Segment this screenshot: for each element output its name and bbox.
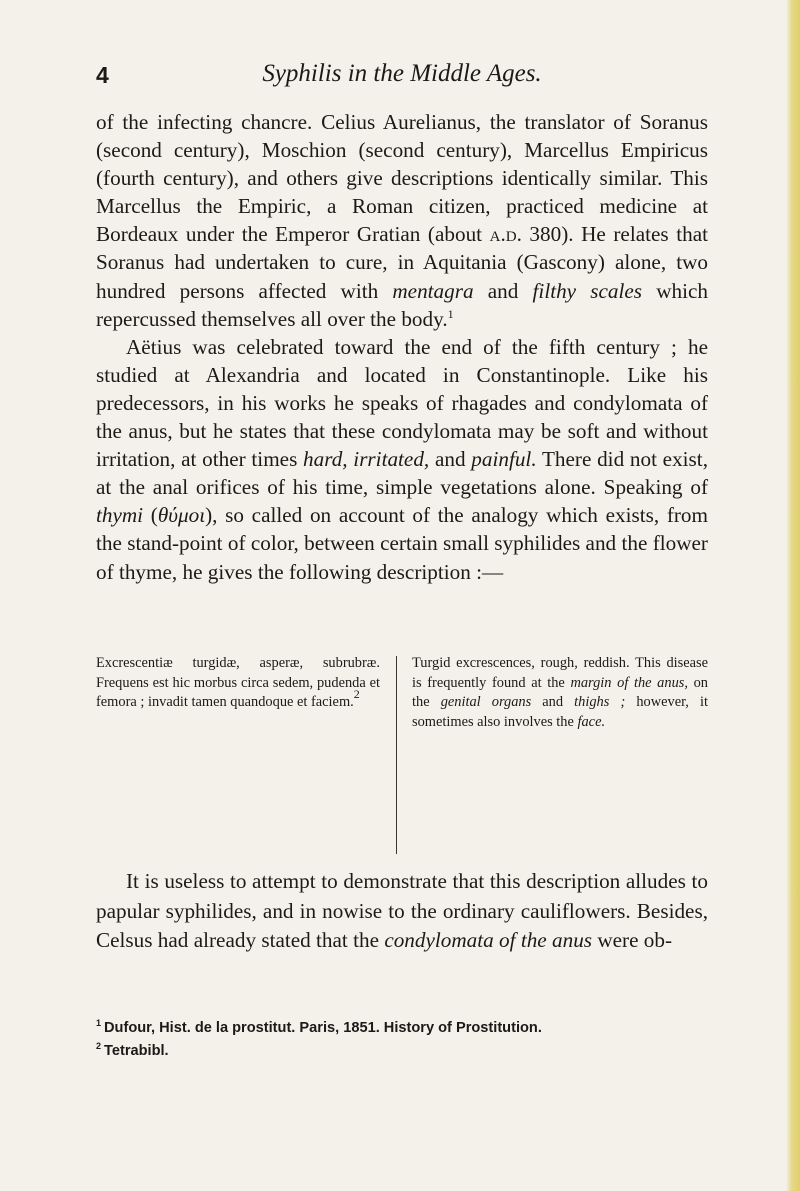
era-abbrev: a.d. — [489, 222, 522, 247]
quote-block — [96, 654, 708, 854]
quote-latin: Excrescentiæ turgidæ, asperæ, subrubræ. Frequens est hic morbus circa sedem, pudenda et femora ; invadit tamen quandoque et faciem.$^2$ — [96, 655, 380, 711]
running-title: Syphilis in the Middle Ages. — [262, 60, 542, 87]
page-edge — [786, 0, 800, 1191]
quote-english: Turgid excrescences, rough, reddish. This disease is frequently found at the margin of the anus, on the genital organs and thighs ; however, it sometimes also involves the face. — [412, 655, 708, 730]
page-header — [96, 58, 708, 92]
column-divider — [396, 656, 397, 854]
paragraph-3: It is useless to attempt to demonstrate that this description alludes to papular syphilides, and in nowise to the ordinary cauliflowers. Besides, Celsus had already stated that the condylomata of the anus were ob- — [96, 869, 708, 952]
page-number: 4 — [96, 62, 109, 88]
footnote-2: $^2$ Tetrabibl. — [96, 1040, 169, 1059]
footnote-ref: 1 — [447, 306, 454, 321]
paragraph-1: of the infecting chancre. Celius Aurelianus, the translator of Soranus (second century), Moschion (second century), Marcellus Empiricus (fourth century), and others give descriptions identically similar. This Marcellus the Empiric, a Roman citizen, practiced medicine at Bordeaux under the Emperor Gratian (about a.d. 380). He relates that Soranus had undertaken to cure, in Aquitania (Gascony) alone, two hundred persons affected with mentagra and filthy scales which repercussed themselves all over the body.$^1$ — [96, 110, 709, 331]
footnote-1: $^1$ Dufour, Hist. de la prostitut. Paris, 1851. History of Prostitution. — [96, 1018, 542, 1036]
footnote-ref: 2 — [353, 687, 360, 702]
paragraph-2: Aëtius was celebrated toward the end of the fifth century ; he studied at Alexandria and located in Constantinople. Like his predecessors, in his works he speaks of rhagades and condylomata of the anus, but he states that these condylomata may be soft and without irritation, at other times hard, irritated, and painful. There did not exist, at the anal orifices of his time, simple vegetations alone. Speaking of thymi (θύμοι), so called on account of the analogy which exists, from the stand-point of color, between certain small syphilides and the flower of thyme, he gives the following description :— — [96, 334, 709, 584]
greek-word: θύμοι — [157, 503, 206, 528]
body-text — [96, 108, 708, 586]
footnotes — [96, 1015, 736, 1060]
body-text-continued — [96, 867, 708, 956]
